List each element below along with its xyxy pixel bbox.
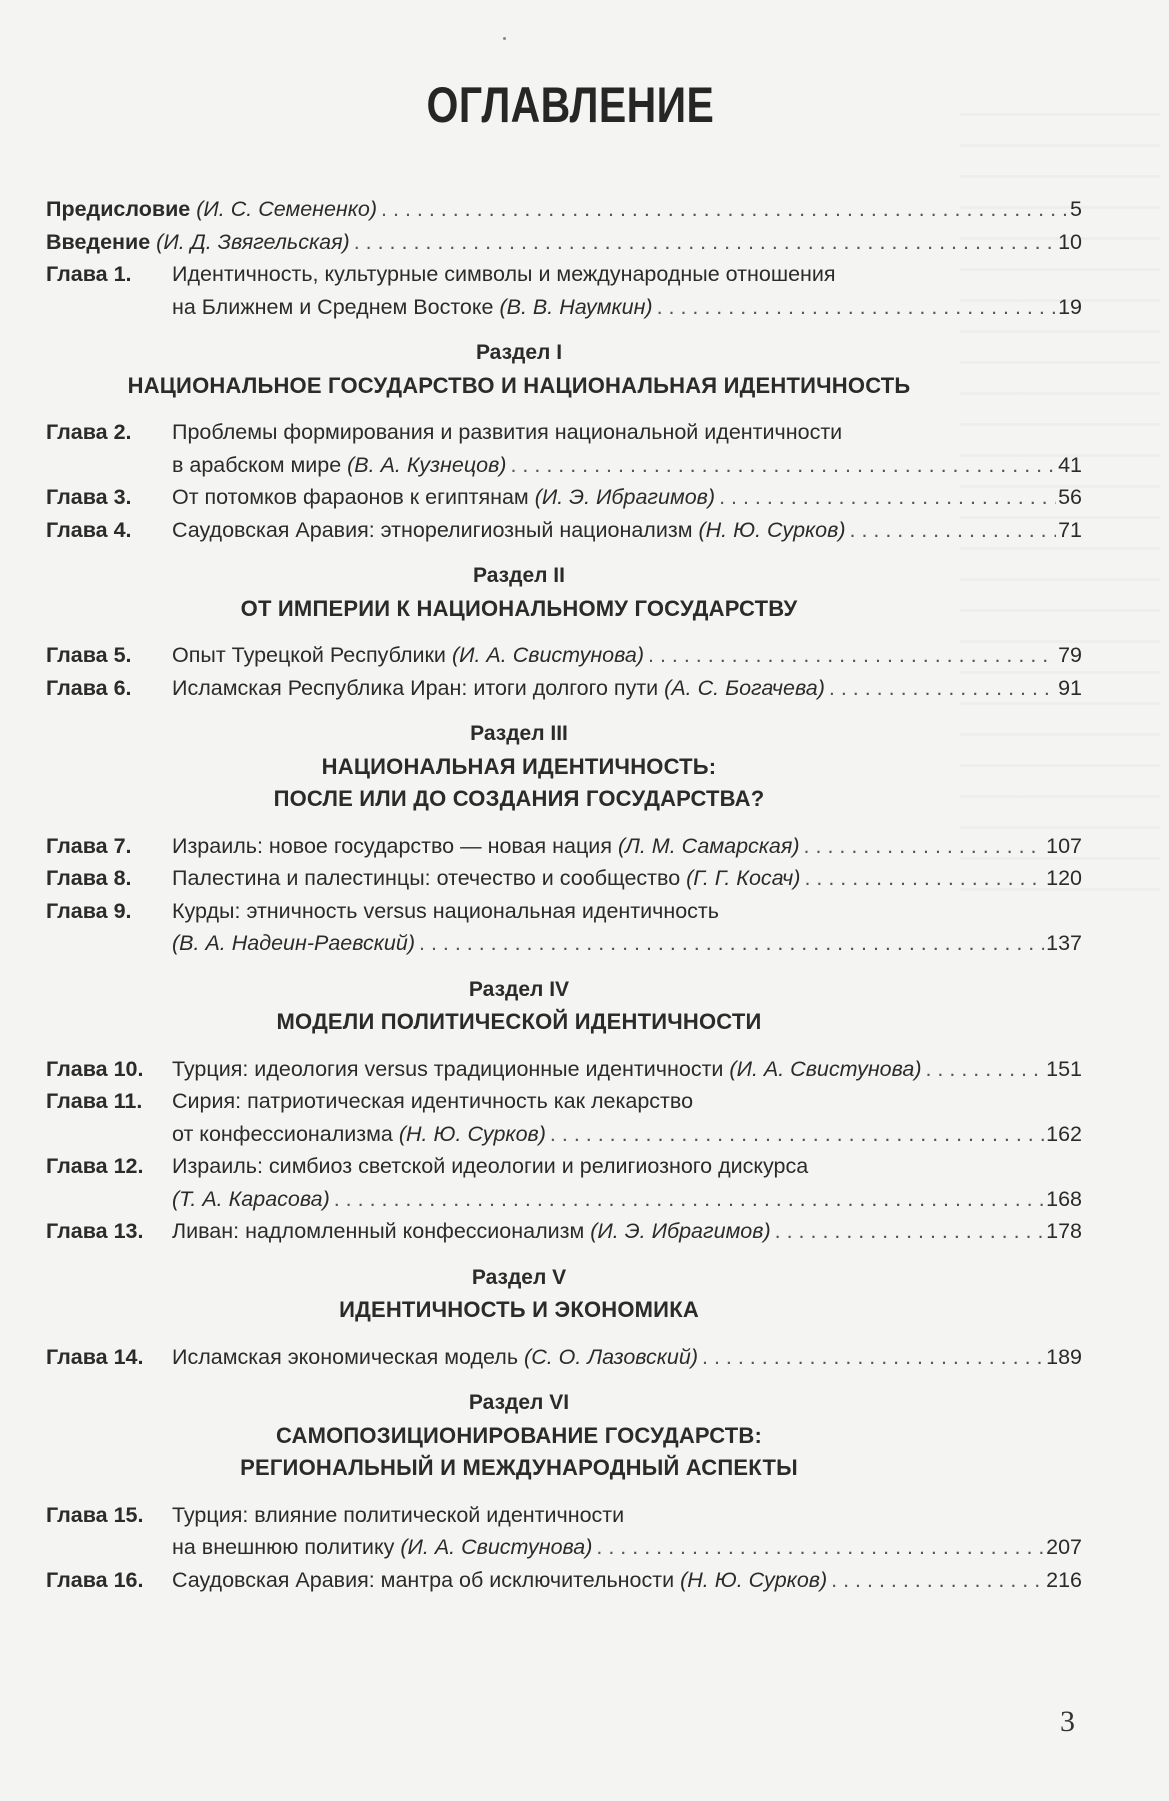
page-number: 41 (1058, 452, 1082, 477)
page-number: 137 (1046, 931, 1082, 955)
page-number: 178 (1046, 1219, 1082, 1243)
page-number: 207 (1046, 1535, 1082, 1559)
page-number: 189 (1046, 1344, 1082, 1369)
chapter-label: Глава 16. (46, 1567, 144, 1592)
toc-entry-chapter-12[interactable]: Глава 12. Израиль: симбиоз светской идеологии и религиозного дискурса (Т. А. Карасова) . . . 168 (46, 1150, 1082, 1215)
paper-speck (503, 37, 506, 40)
leader-dots (804, 862, 1044, 895)
chapter-label: Глава 3. (46, 485, 132, 509)
leader-dots (510, 449, 1056, 482)
chapter-label: Глава 9. (46, 898, 132, 923)
chapter-label: Глава 1. (46, 262, 132, 286)
toc-entry-chapter-3[interactable]: Глава 3. От потомков фараонов к египтянам (И. Э. Ибрагимов) . . . 56 (46, 481, 1082, 514)
leader-dots (719, 481, 1056, 514)
section-heading-3: Раздел III НАЦИОНАЛЬНАЯ ИДЕНТИЧНОСТЬ: ПОСЛЕ ИЛИ ДО СОЗДАНИЯ ГОСУДАРСТВА? (273, 722, 765, 811)
leader-dots (831, 1564, 1044, 1597)
toc-entry-chapter-6[interactable]: Глава 6. Исламская Республика Иран: итоги долгого пути (А. С. Богачева) . . . 91 (46, 672, 1082, 705)
toc-entry-chapter-15[interactable]: Глава 15. Турция: влияние политической идентичности на внешнюю политику (И. А. Свистунова) . . . 207 (46, 1499, 1082, 1564)
leader-dots (550, 1118, 1044, 1151)
toc-entry-chapter-7[interactable]: Глава 7. Израиль: новое государство — новая нация (Л. М. Самарская) . . . 107 (46, 830, 1082, 863)
page-title: ОГЛАВЛЕНИЕ (426, 77, 715, 133)
leader-dots (334, 1183, 1044, 1216)
leader-dots (702, 1341, 1044, 1374)
leader-dots (657, 291, 1057, 324)
leader-dots (354, 226, 1056, 259)
chapter-label: Глава 7. (46, 833, 132, 858)
page-number: 120 (1046, 866, 1082, 890)
toc-entry-introduction[interactable]: Введение (И. Д. Звягельская) . . . 10 (46, 226, 1082, 259)
leader-dots (596, 1531, 1044, 1564)
section-heading-5: Раздел V ИДЕНТИЧНОСТЬ И ЭКОНОМИКА (339, 1265, 699, 1322)
page-number: 162 (1046, 1121, 1082, 1146)
toc-entry-preface[interactable]: Предисловие (И. С. Семененко) . . . 5 (46, 193, 1082, 226)
chapter-label: Глава 11. (46, 1089, 143, 1113)
page-number: 19 (1058, 294, 1082, 319)
leader-dots (804, 830, 1045, 863)
chapter-label: Глава 12. (46, 1154, 144, 1178)
chapter-label: Глава 6. (46, 675, 132, 700)
section-heading-2: Раздел II ОТ ИМПЕРИИ К НАЦИОНАЛЬНОМУ ГОСУДАРСТВУ (240, 564, 798, 621)
leader-dots (829, 672, 1056, 705)
chapter-label: Глава 8. (46, 866, 132, 890)
toc-entry-chapter-8[interactable]: Глава 8. Палестина и палестинцы: отечество и сообщество (Г. Г. Косач) . . . 120 (46, 862, 1082, 895)
leader-dots (381, 193, 1068, 226)
page-number: 5 (1070, 197, 1082, 221)
toc-entry-chapter-1[interactable]: Глава 1. Идентичность, культурные символы и международные отношения на Ближнем и Среднем Востоке (В. В. Наумкин) . . . 19 (46, 258, 1082, 323)
page-number: 151 (1046, 1056, 1082, 1081)
chapter-label: Глава 4. (46, 517, 132, 542)
toc-entry-chapter-2[interactable]: Глава 2. Проблемы формирования и развития национальной идентичности в арабском мире (В. А. Кузнецов) . . . 41 (46, 416, 1082, 481)
section-heading-1: Раздел I НАЦИОНАЛЬНОЕ ГОСУДАРСТВО И НАЦИОНАЛЬНАЯ ИДЕНТИЧНОСТЬ (127, 341, 911, 398)
page-number: 56 (1058, 485, 1082, 509)
leader-dots (648, 639, 1056, 672)
toc-entry-chapter-9[interactable]: Глава 9. Курды: этничность versus национальная идентичность (В. А. Надеин-Раевский) . . . 137 (46, 895, 1082, 960)
toc-entry-chapter-4[interactable]: Глава 4. Саудовская Аравия: этнорелигиозный национализм (Н. Ю. Сурков) . . . 71 (46, 514, 1082, 547)
leader-dots (775, 1215, 1044, 1248)
chapter-label: Глава 5. (46, 643, 132, 667)
toc-entry-chapter-16[interactable]: Глава 16. Саудовская Аравия: мантра об исключительности (Н. Ю. Сурков) . . . 216 (46, 1564, 1082, 1597)
leader-dots (419, 927, 1044, 960)
chapter-label: Глава 13. (46, 1219, 144, 1243)
table-of-contents (46, 193, 1082, 1596)
chapter-label: Глава 2. (46, 420, 132, 444)
toc-entry-chapter-5[interactable]: Глава 5. Опыт Турецкой Республики (И. А. Свистунова) . . . 79 (46, 639, 1082, 672)
page-number: 71 (1058, 517, 1082, 542)
folio-page-number: 3 (1060, 1705, 1075, 1738)
page-number: 216 (1046, 1567, 1082, 1592)
toc-entry-chapter-10[interactable]: Глава 10. Турция: идеология versus традиционные идентичности (И. А. Свистунова) . . . 151 (46, 1053, 1082, 1086)
section-heading-6: Раздел VI САМОПОЗИЦИОНИРОВАНИЕ ГОСУДАРСТВ: РЕГИОНАЛЬНЫЙ И МЕЖДУНАРОДНЫЙ АСПЕКТЫ (240, 1391, 798, 1480)
chapter-label: Глава 14. (46, 1344, 144, 1369)
page-number: 10 (1058, 229, 1082, 254)
chapter-label: Глава 15. (46, 1502, 144, 1527)
page-number: 91 (1058, 675, 1082, 700)
leader-dots (850, 514, 1057, 547)
leader-dots (925, 1053, 1044, 1086)
section-heading-4: Раздел IV МОДЕЛИ ПОЛИТИЧЕСКОЙ ИДЕНТИЧНОСТИ (276, 977, 762, 1034)
toc-entry-chapter-11[interactable]: Глава 11. Сирия: патриотическая идентичность как лекарство от конфессионализма (Н. Ю. Сурков) . . . 162 (46, 1085, 1082, 1150)
page-number: 79 (1058, 643, 1082, 667)
toc-entry-chapter-14[interactable]: Глава 14. Исламская экономическая модель (С. О. Лазовский) . . . 189 (46, 1341, 1082, 1374)
page-number: 107 (1046, 833, 1082, 858)
page-number: 168 (1046, 1186, 1082, 1211)
toc-entry-chapter-13[interactable]: Глава 13. Ливан: надломленный конфессионализм (И. Э. Ибрагимов) . . . 178 (46, 1215, 1082, 1248)
chapter-label: Глава 10. (46, 1056, 144, 1081)
